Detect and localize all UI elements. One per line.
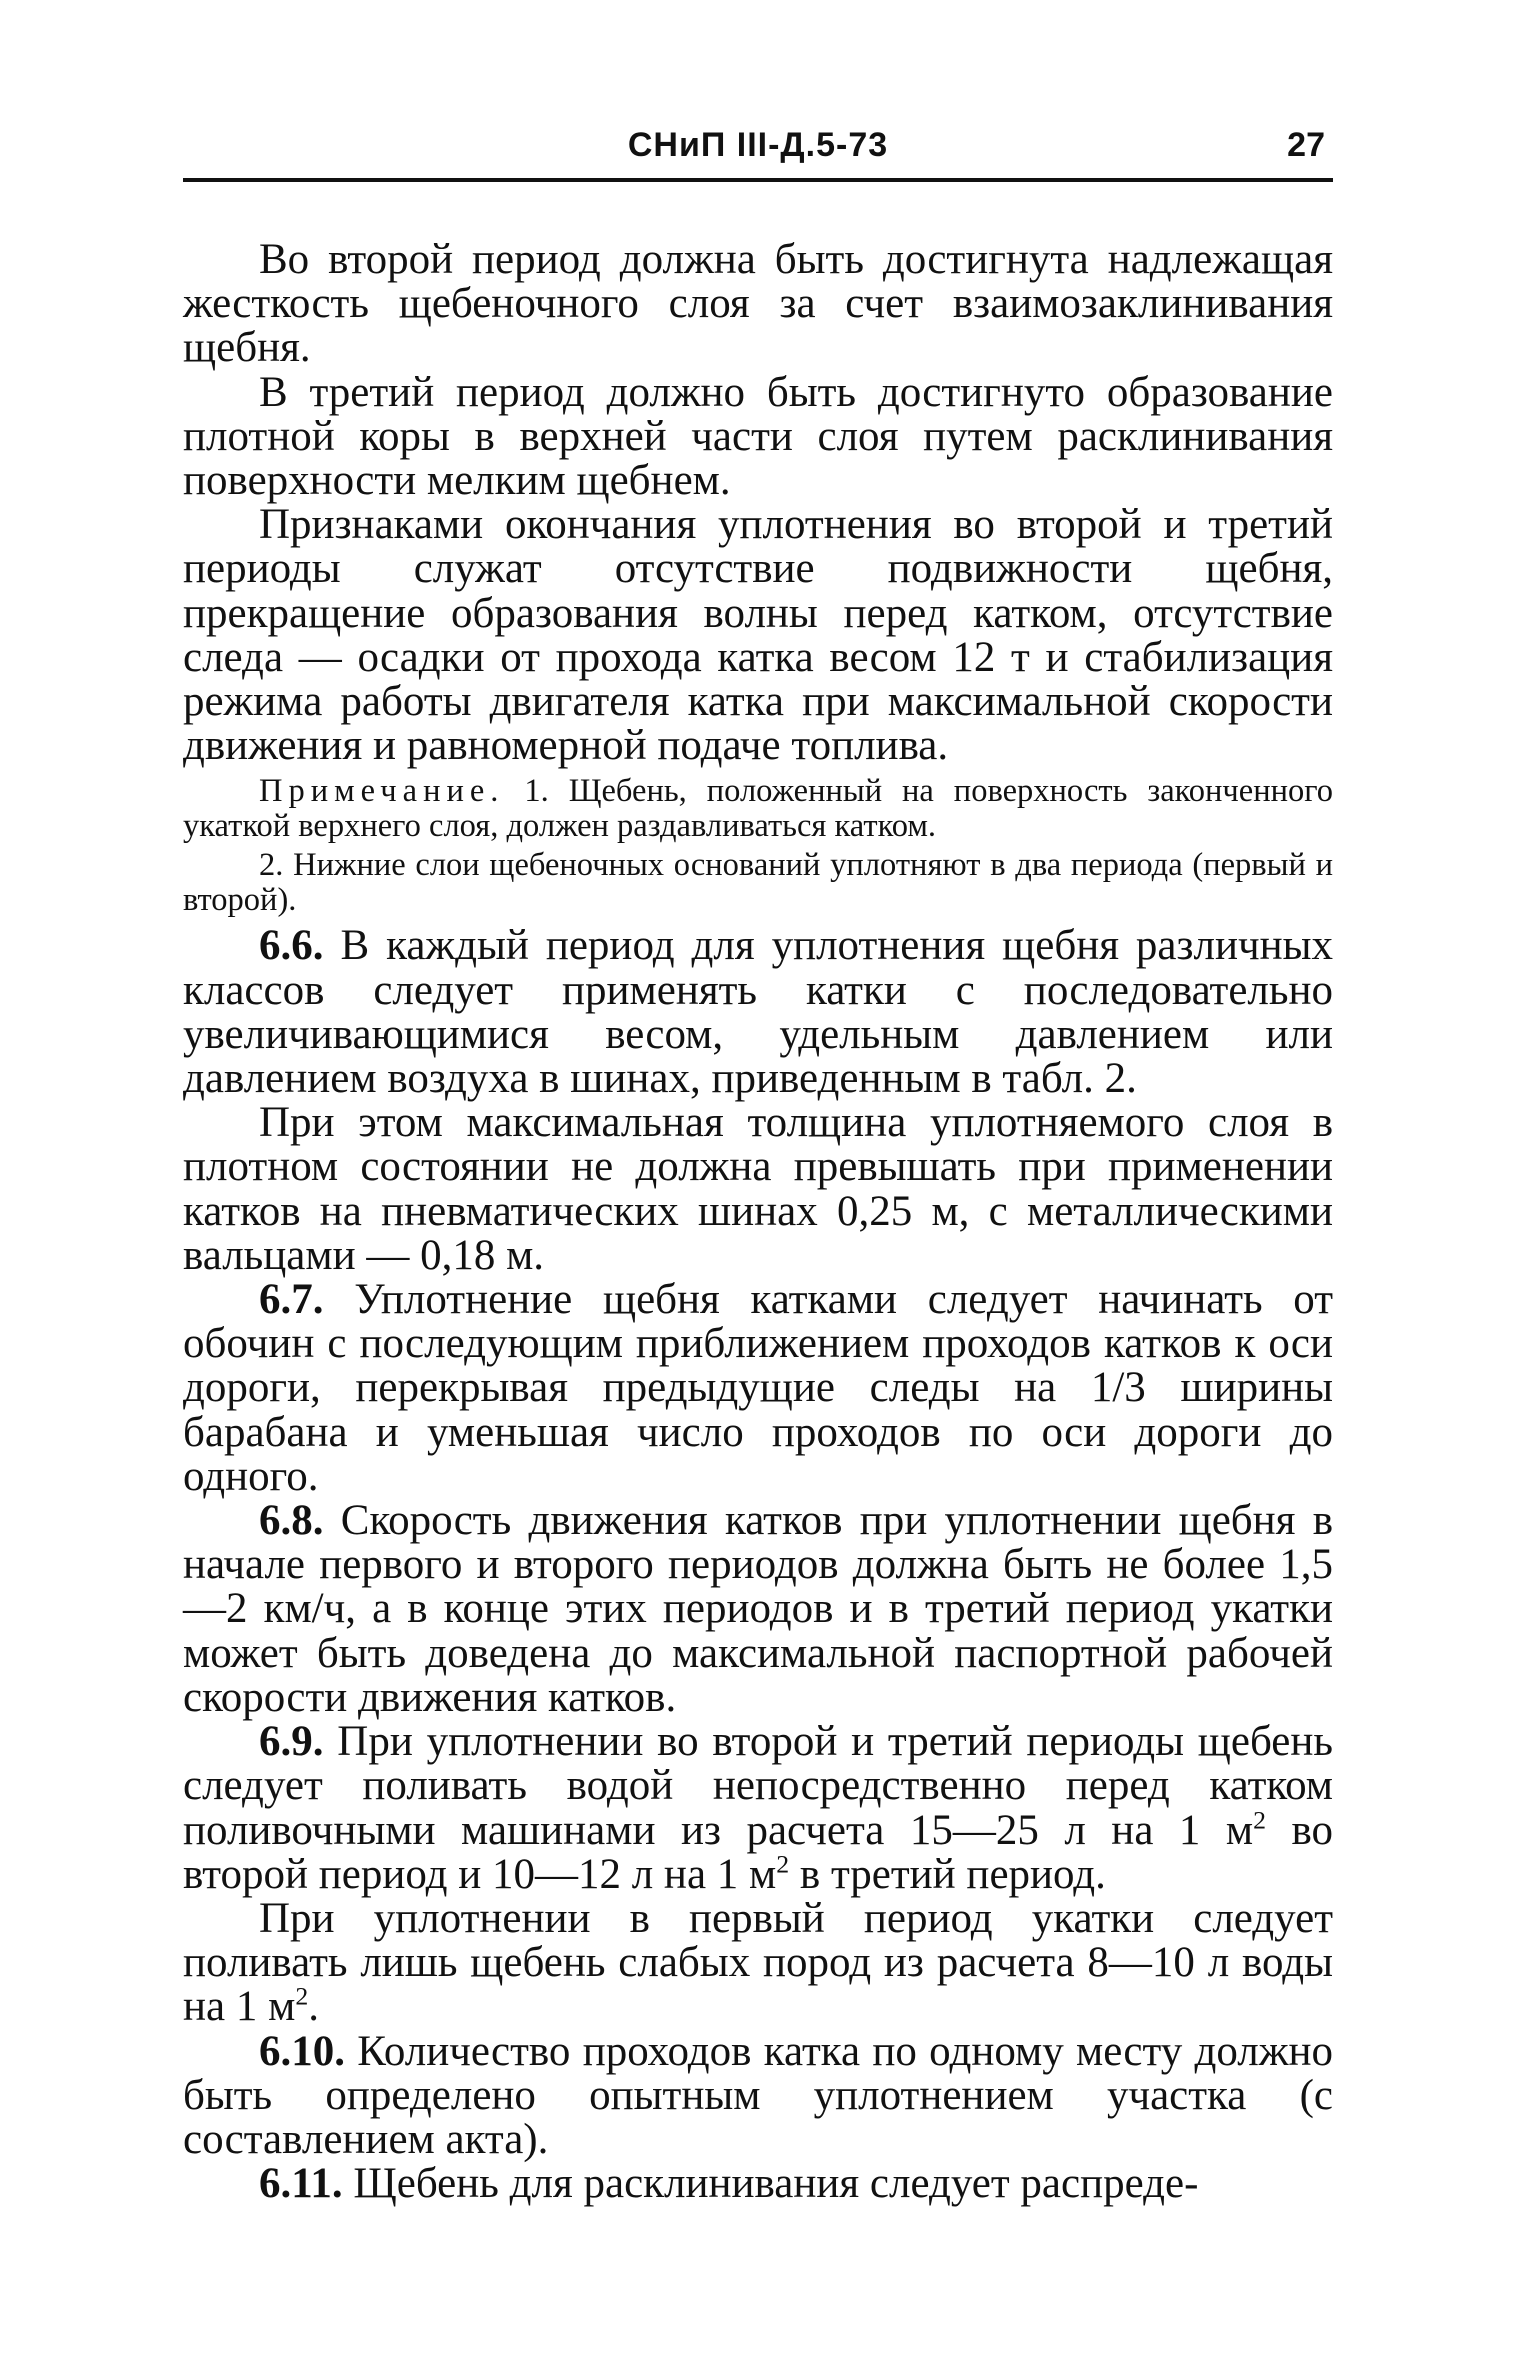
section-6-7-text-b: ширины барабана и уменьшая число проходов по оси дороги до одного. bbox=[183, 1364, 1333, 1500]
section-6-9 bbox=[183, 1720, 1333, 1897]
watering-text-b: . bbox=[308, 1983, 319, 2031]
fraction-one-third: 1/3 bbox=[1090, 1364, 1146, 1412]
section-number: 6.10. bbox=[259, 2027, 345, 2075]
watering-text-a: При уплотнении в первый период укатки следует поливать лишь щебень слабых пород из расчета 8—10 л воды на 1 м bbox=[183, 1894, 1333, 2031]
document-page bbox=[183, 120, 1333, 2206]
note-1 bbox=[183, 774, 1333, 844]
section-6-10 bbox=[183, 2027, 1333, 2163]
section-number: 6.9. bbox=[259, 1718, 324, 1766]
page-header bbox=[183, 120, 1333, 180]
superscript-2: 2 bbox=[1253, 1805, 1266, 1835]
superscript-2: 2 bbox=[295, 1981, 309, 2011]
section-6-11-text: Щебень для расклинивания следует распреде- bbox=[353, 2160, 1199, 2208]
note-2: 2. Нижние слои щебеночных оснований уплотняют в два периода (первый и второй). bbox=[183, 847, 1333, 919]
section-6-9-text-b: во второй период и 10—12 л на 1 м bbox=[183, 1806, 1333, 1898]
section-6-7-text-a: Уплотнение щебня катками следует начинать от обочин с последующим приближением проходов катков к оси дороги, перекрывая предыдущие следы на bbox=[183, 1276, 1334, 1412]
notes-block bbox=[183, 774, 1333, 918]
document-code: СНиП III-Д.5-73 bbox=[627, 126, 889, 164]
section-6-11 bbox=[183, 2162, 1333, 2206]
paragraph-first-period-watering bbox=[183, 1894, 1333, 2031]
section-6-6-text: В каждый период для уплотнения щебня различных классов следует применять катки с последовательно увеличивающимися весом, удельным давлением или давлением воздуха в шинах, приведенным в табл. 2. bbox=[183, 922, 1334, 1103]
section-6-9-text-c: в третий период. bbox=[789, 1850, 1106, 1898]
section-6-8-text: Скорость движения катков при уплотнении щебня в начале первого и второго периодов должна быть не более 1,5—2 км/ч, а в конце этих периодов и в третий период укатки может быть доведена до максимальной паспортной рабочей скорости движения катков. bbox=[183, 1497, 1334, 1721]
section-6-9-text-a: При уплотнении во второй и третий периоды щебень следует поливать водой непосредственно перед катком поливочными машинами из расчета 15—25 л на 1 м bbox=[183, 1718, 1334, 1854]
section-number: 6.8. bbox=[259, 1497, 324, 1545]
paragraph-max-thickness: При этом максимальная толщина уплотняемого слоя в плотном состоянии не должна превышать при применении катков на пневматических шинах 0,25 м, с металлическими вальцами — 0,18 м. bbox=[183, 1099, 1333, 1279]
paragraph-completion-signs: Признаками окончания уплотнения во второй и третий периоды служат отсутствие подвижности щебня, прекращение образования волны перед катком, отсутствие следа — осадки от прохода катка весом 12 т и стабилизация режима работы двигателя катка при максимальной скорости движения и равномерной подаче топлива. bbox=[183, 501, 1333, 770]
section-6-10-text: Количество проходов катка по одному месту должно быть определено опытным уплотнением участка (с составлением акта). bbox=[183, 2027, 1333, 2163]
section-6-8 bbox=[183, 1499, 1333, 1720]
header-rule bbox=[183, 178, 1333, 182]
paragraph-second-period: Во второй период должна быть достигнута надлежащая жесткость щебеночного слоя за счет взаимозаклинивания щебня. bbox=[183, 236, 1333, 372]
section-number: 6.6. bbox=[259, 922, 324, 970]
section-number: 6.7. bbox=[259, 1276, 324, 1324]
section-number: 6.11. bbox=[259, 2160, 343, 2208]
page-body bbox=[183, 238, 1333, 2206]
section-6-6 bbox=[183, 924, 1333, 1101]
section-6-7 bbox=[183, 1278, 1333, 1499]
note-1-text: 1. Щебень, положенный на поверхность законченного укаткой верхнего слоя, должен раздавливаться катком. bbox=[183, 773, 1334, 845]
note-label: Примечание. bbox=[259, 773, 505, 810]
paragraph-third-period: В третий период должно быть достигнуто образование плотной коры в верхней части слоя путем расклинивания поверхности мелким щебнем. bbox=[183, 368, 1333, 505]
superscript-2: 2 bbox=[776, 1849, 790, 1879]
page-number: 27 bbox=[1287, 126, 1325, 164]
